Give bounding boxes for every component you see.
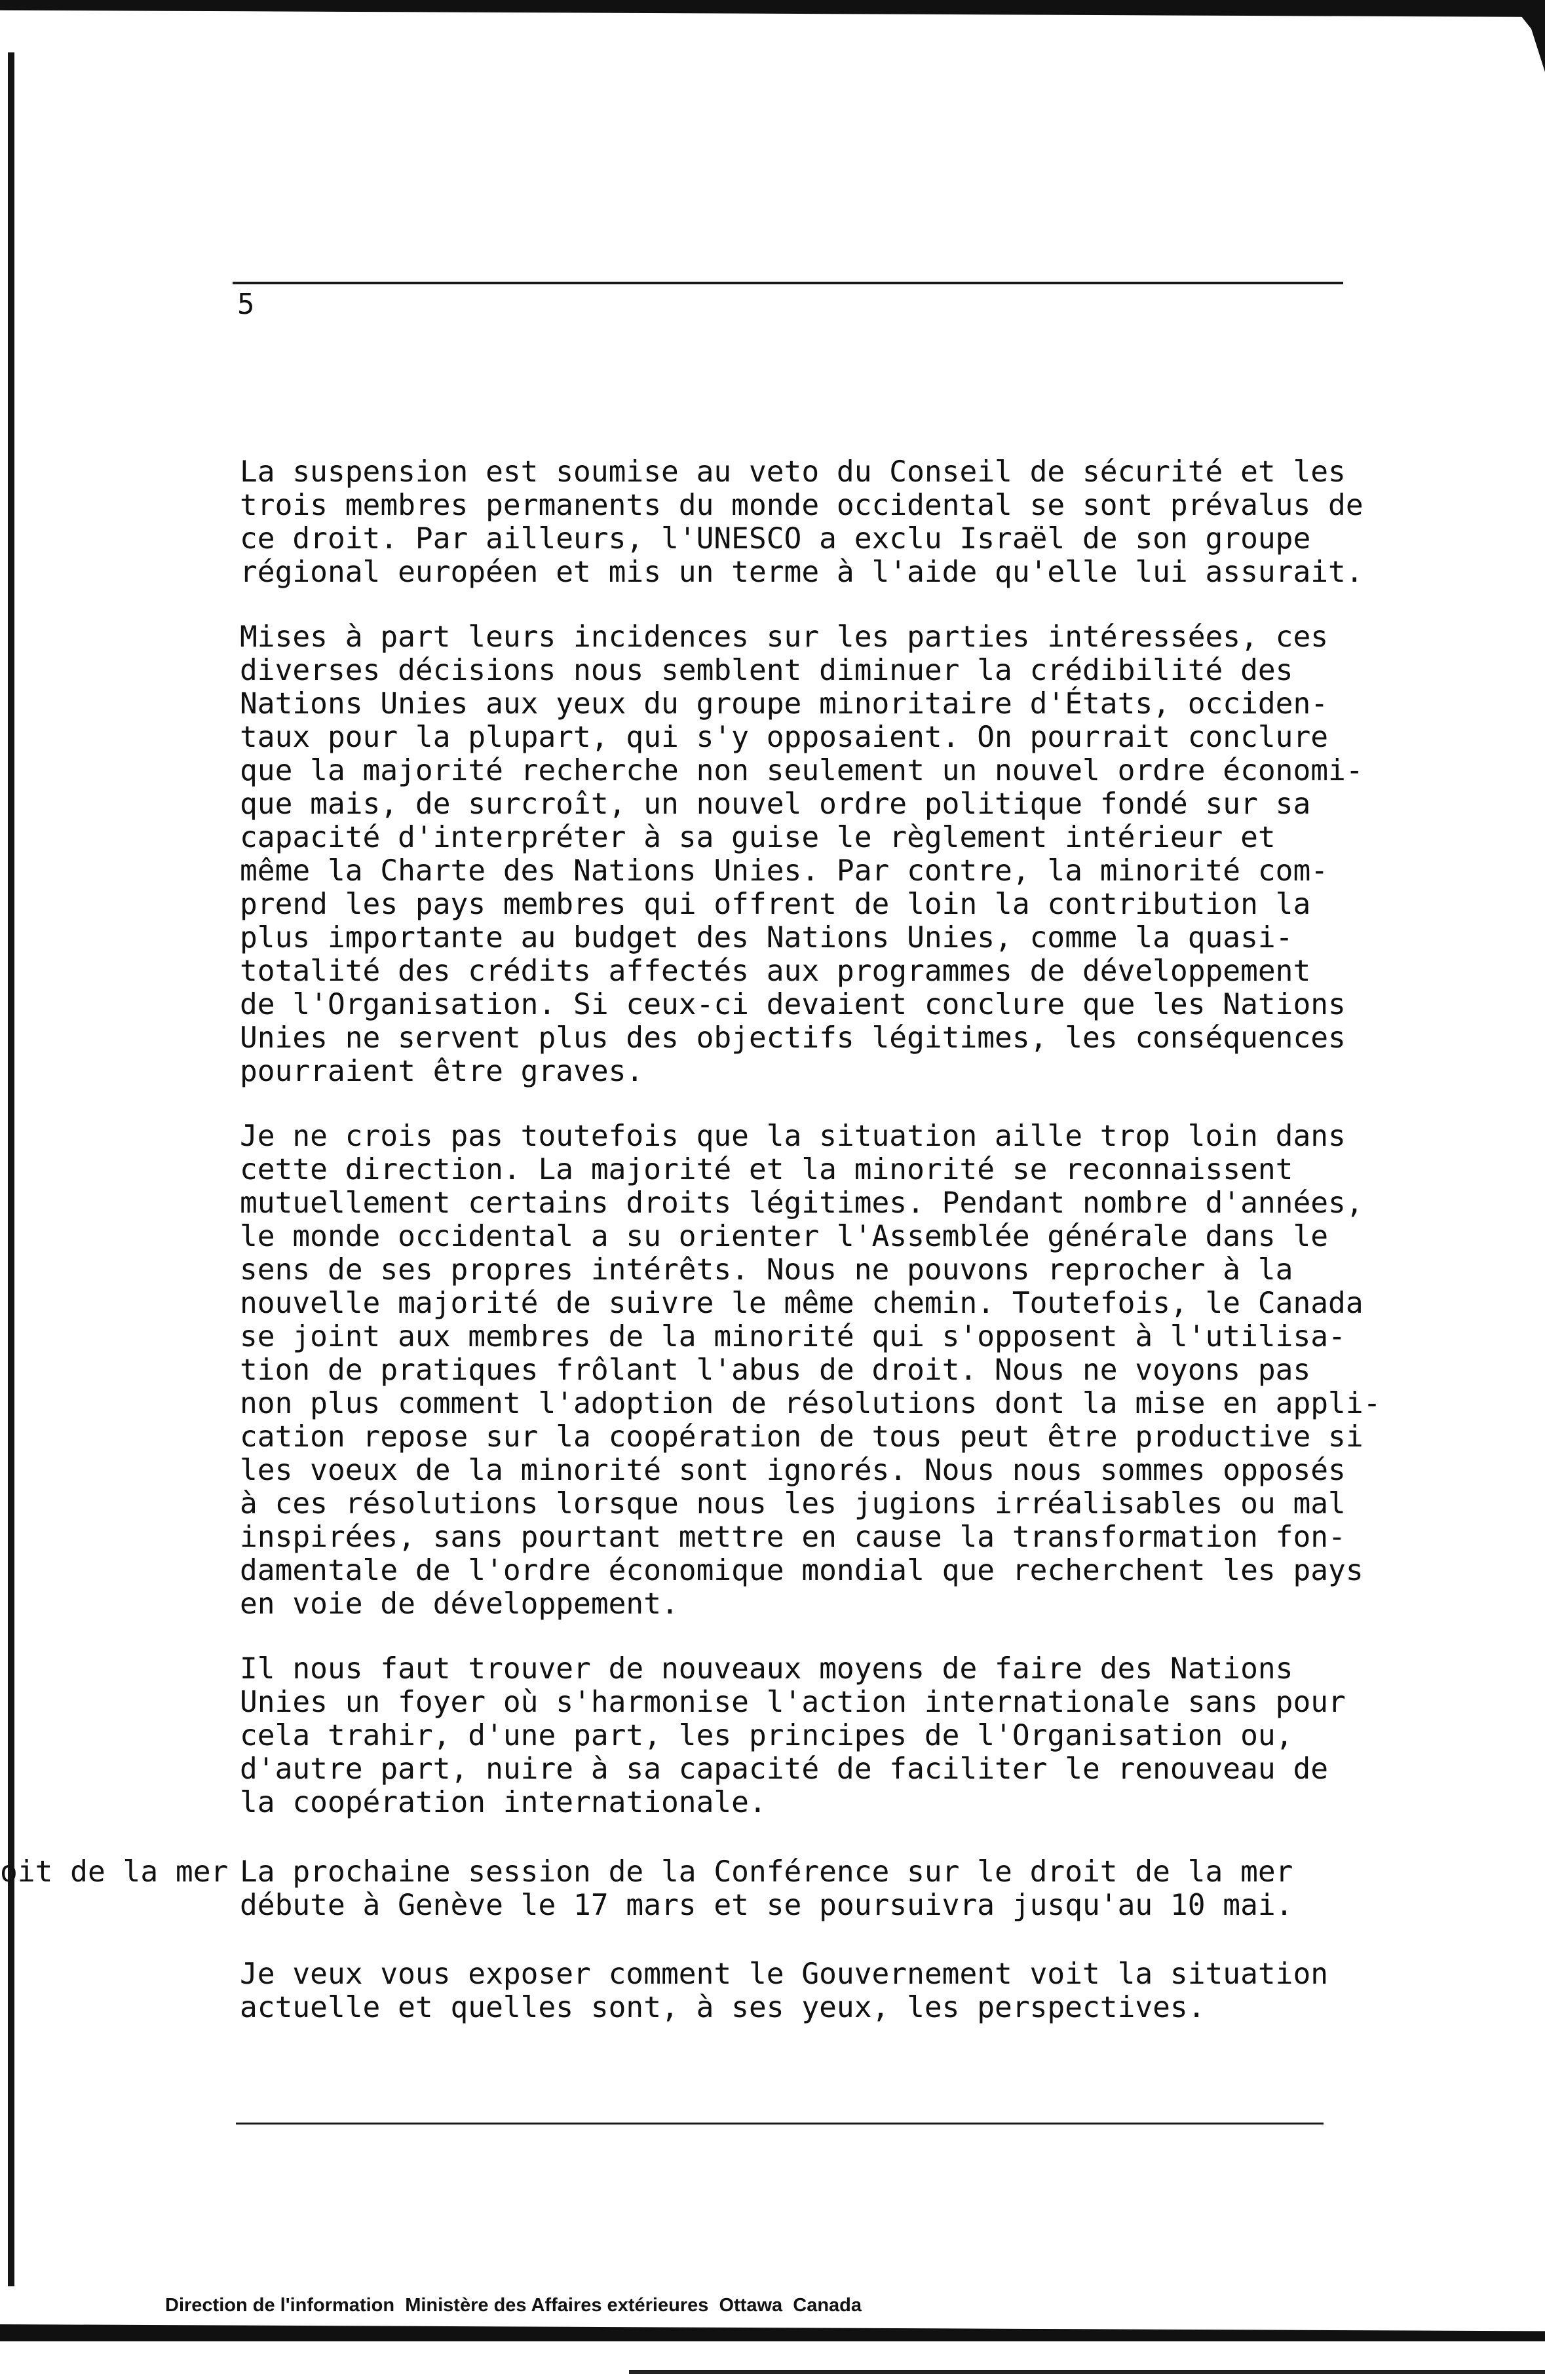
scan-edge-bottom (0, 2324, 1545, 2341)
footer-rule (236, 2123, 1324, 2125)
scan-edge-top (0, 0, 1545, 17)
paragraph-suspension: La suspension est soumise au veto du Conseil de sécurité et les trois membres permanents du monde occidental se sont prévalus de ce droit. Par ailleurs, l'UNESCO a exclu Israël de son groupe régional européen et mis un terme à l'aide qu'elle lui assurait. (240, 455, 1364, 589)
margin-heading: oit de la mer (0, 1855, 229, 1889)
paragraph-situation: Je ne crois pas toutefois que la situation aille trop loin dans cette direction. La majorité et la minorité se reconnaissent mutuellement certains droits légitimes. Pendant nombre d'années, le monde occidental a su orienter l'Assemblée générale dans le sens de ses propres intérêts. Nous ne pouvons reprocher à la nouvelle majorité de suivre le même chemin. Toutefois, le Canada se joint aux membres de la minorité qui s'opposent à l'utilisa- tion de pratiques frôlant l'abus de droit. Nous ne voyons pas non plus comment l'adoption de résolutions dont la mise en appli- cation repose sur la coopération de tous peut être productive si les voeux de la minorité sont ignorés. Nous nous sommes opposés à ces résolutions lorsque nous les jugions irréalisables ou mal inspirées, sans pourtant mettre en cause la transformation fon- damentale de l'ordre économique mondial que recherchent les pays en voie de développement. (240, 1120, 1381, 1621)
paragraph-incidences: Mises à part leurs incidences sur les parties intéressées, ces diverses décisions nous semblent diminuer la crédibilité des Nations Unies aux yeux du groupe minoritaire d'États, occiden- taux pour la plupart, qui s'y opposaient. On pourrait conclure que la majorité recherche non seulement un nouvel ordre économi- que mais, de surcroît, un nouvel ordre politique fondé sur sa capacité d'interpréter à sa guise le règlement intérieur et même la Charte des Nations Unies. Par contre, la minorité com- prend les pays membres qui offrent de loin la contribution la plus importante au budget des Nations Unies, comme la quasi- totalité des crédits affectés aux programmes de développement de l'Organisation. Si ceux-ci devaient conclure que les Nations Unies ne servent plus des objectifs légitimes, les conséquences pourraient être graves. (240, 620, 1364, 1088)
header-rule (233, 282, 1343, 284)
body-text (240, 455, 1381, 1851)
paragraph-nouveaux-moyens: Il nous faut trouver de nouveaux moyens de faire des Nations Unies un foyer où s'harmonise l'action internationale sans pour cela trahir, d'une part, les principes de l'Organisation ou, d'autre part, nuire à sa capacité de faciliter le renouveau de la coopération internationale. (240, 1652, 1346, 1819)
page-number: 5 (237, 288, 255, 321)
paragraph-closing: Je veux vous exposer comment le Gouvernement voit la situation actuelle et quelles sont, à ses yeux, les perspectives. (240, 1957, 1329, 2024)
scan-edge-bottom-line (629, 2370, 1545, 2374)
paragraph-droit-de-la-mer: La prochaine session de la Conférence sur le droit de la mer débute à Genève le 17 mars et se poursuivra jusqu'au 10 mai. (240, 1855, 1293, 1922)
footer-imprint: Direction de l'information Ministère des Affaires extérieures Ottawa Canada (165, 2295, 862, 2316)
scan-edge-left (8, 52, 14, 2286)
